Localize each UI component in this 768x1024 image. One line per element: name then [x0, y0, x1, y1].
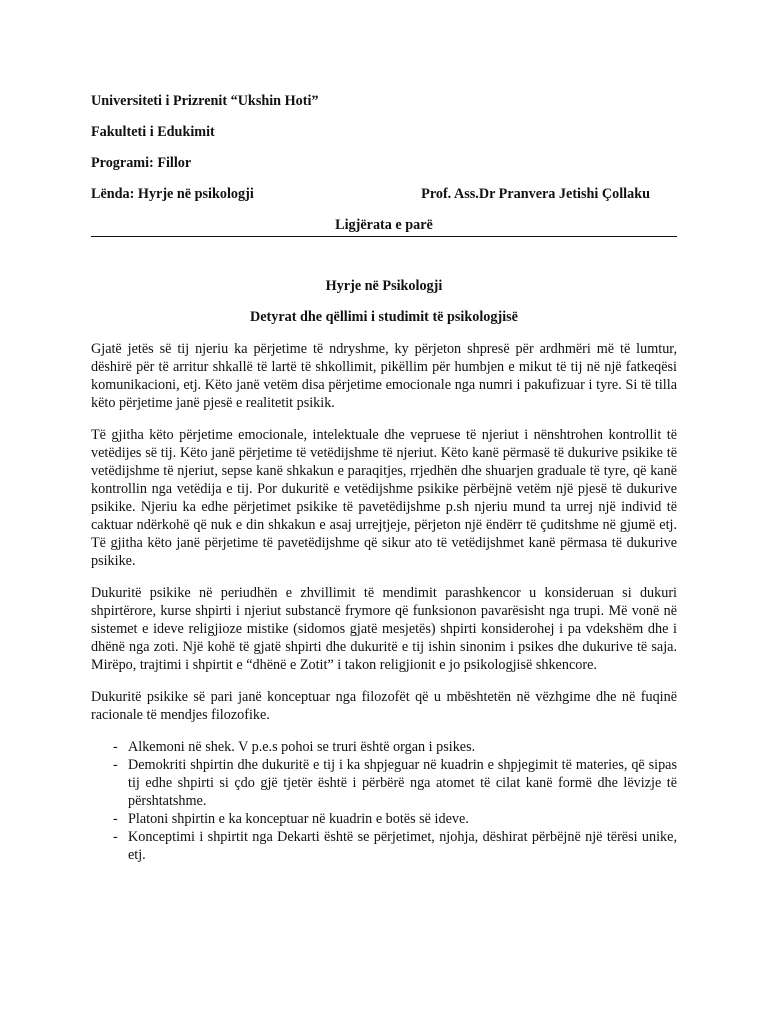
list-item [91, 828, 677, 864]
document-title: Hyrje në Psikologji [325, 278, 443, 294]
paragraph: Të gjitha këto përjetime emocionale, intelektuale dhe vepruese të njeriut i nënshtrohen kontrollit të vetëdijes së tij. Këto janë përjetime të vetëdijshme të njeriut. Këto kanë përmasë të dukurive psikike të vetëdijshme të njeriut, sepse kanë shkakun e paraqitjes, rrjedhën dhe shuarjen graduale të tyre, që kanë kontrollin nga vetëdija e tij. Por dukuritë e vetëdijshme psikike përbëjnë vetëm një pjesë të dukurive psikike. Njeriu ka edhe përjetimet psikike të pavetëdijshme p.sh njeriu mund ta urrej një individ të caktuar ndërkohë që nuk e din shkakun e asaj urrejtjeje, përjeton një ëndërr të çuditshme në gjumë etj. Të gjitha këto janë përjetime të pavetëdijshme që sikur ato të vetëdijshmet kanë përmasa të dukurive psikike. [91, 427, 677, 569]
bullet-dash: - [113, 811, 118, 827]
professor-name: Prof. Ass.Dr Pranvera Jetishi Çollaku [421, 186, 650, 202]
paragraph: Dukuritë psikike së pari janë konceptuar nga filozofët që u mbështetën në vëzhgime dhe në fuqinë racionale të mendjes filozofike. [91, 689, 677, 723]
bullet-dash: - [113, 739, 118, 755]
paragraph: Gjatë jetës së tij njeriu ka përjetime të ndryshme, ky përjeton shpresë për ardhmëri më të lumtur, dëshirë për të arritur shkallë të lartë të shkollimit, pikëllim për humbjen e mikut të tij në një fatkeqësi komunikacioni, etj. Këto janë vetëm disa përjetime emocionale nga numri i pakufizuar i tyre. Si të tilla këto përjetime janë pjesë e realitetit psikik. [91, 341, 677, 411]
paragraph: Dukuritë psikike në periudhën e zhvillimit të mendimit parashkencor u konsideruan si dukuri shpirtërore, kurse shpirti i njeriut substancë frymore që funksionon pavarësisht nga trupi. Më vonë në sistemet e ideve religjioze mistike (sidomos gjatë mesjetës) shpirti konsiderohej i pa vdekshëm dhe i dhënë nga zoti. Një kohë të gjatë shpirti dhe dukuritë e tij ishin sinonim i psikes dhe dukurive të saja. Mirëpo, trajtimi i shpirtit e “dhënë e Zotit” i takon religjionit e jo psikologjisë shkencore. [91, 585, 677, 673]
university-name: Universiteti i Prizrenit “Ukshin Hoti” [91, 93, 319, 109]
list-item [91, 738, 677, 756]
list-item [91, 810, 677, 828]
list-item-text: Alkemoni në shek. V p.e.s pohoi se truri është organ i psikes. [128, 739, 476, 755]
bullet-list [91, 738, 677, 864]
bullet-dash: - [113, 829, 118, 845]
list-item-text: Platoni shpirtin e ka konceptuar në kuadrin e botës së ideve. [128, 811, 469, 827]
list-item [91, 756, 677, 810]
course-professor-row [91, 185, 677, 203]
list-item-text: Demokriti shpirtin dhe dukuritë e tij i ka shpjeguar në kuadrin e shpjegimit të materies, që sipas tij edhe shpirti si çdo gjë tjetër është i përbërë nga atomet të cilat kanë formë dhe lëvizje të përshtatshme. [128, 757, 677, 809]
document-subtitle: Detyrat dhe qëllimi i studimit të psikologjisë [250, 309, 518, 325]
course-name: Lënda: Hyrje në psikologji [91, 186, 254, 202]
lecture-heading: Ligjërata e parë [91, 216, 677, 237]
list-item-text: Konceptimi i shpirtit nga Dekarti është se përjetimet, njohja, dëshirat përbëjnë një tërësi unike, etj. [128, 829, 677, 863]
faculty-name: Fakulteti i Edukimit [91, 124, 215, 140]
bullet-dash: - [113, 757, 118, 773]
document-content [91, 92, 677, 864]
program-name: Programi: Fillor [91, 155, 192, 171]
